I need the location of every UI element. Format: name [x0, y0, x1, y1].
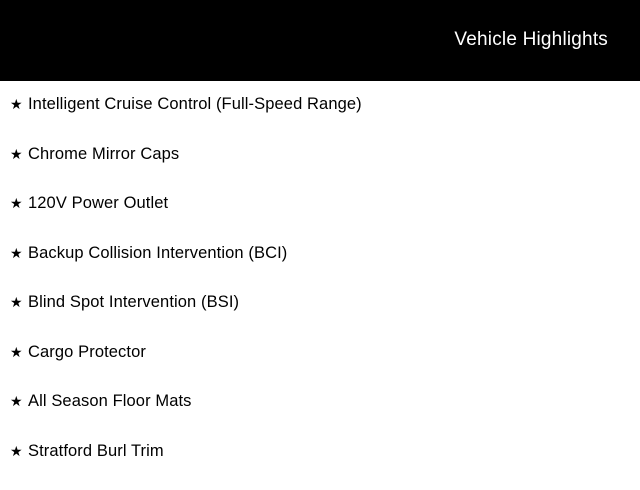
list-item-label: Cargo Protector — [28, 342, 146, 362]
list-item-label: Backup Collision Intervention (BCI) — [28, 243, 287, 263]
list-item-label: Stratford Burl Trim — [28, 441, 164, 461]
star-icon: ★ — [10, 244, 28, 262]
star-icon: ★ — [10, 343, 28, 361]
list-item-label: All Season Floor Mats — [28, 391, 192, 411]
list-item-label: 120V Power Outlet — [28, 193, 168, 213]
vehicle-highlights-list — [0, 81, 640, 490]
list-item-label: Blind Spot Intervention (BSI) — [28, 292, 239, 312]
list-item — [0, 193, 640, 243]
list-item — [0, 342, 640, 392]
star-icon: ★ — [10, 442, 28, 460]
list-item — [0, 144, 640, 194]
list-item — [0, 94, 640, 144]
star-icon: ★ — [10, 95, 28, 113]
star-icon: ★ — [10, 145, 28, 163]
page-title: Vehicle Highlights — [454, 29, 608, 51]
star-icon: ★ — [10, 194, 28, 212]
list-item — [0, 243, 640, 293]
list-item — [0, 441, 640, 490]
page-header — [0, 0, 640, 81]
list-item — [0, 292, 640, 342]
list-item-label: Chrome Mirror Caps — [28, 144, 179, 164]
star-icon: ★ — [10, 392, 28, 410]
list-item — [0, 391, 640, 441]
star-icon: ★ — [10, 293, 28, 311]
list-item-label: Intelligent Cruise Control (Full-Speed Range) — [28, 94, 362, 114]
